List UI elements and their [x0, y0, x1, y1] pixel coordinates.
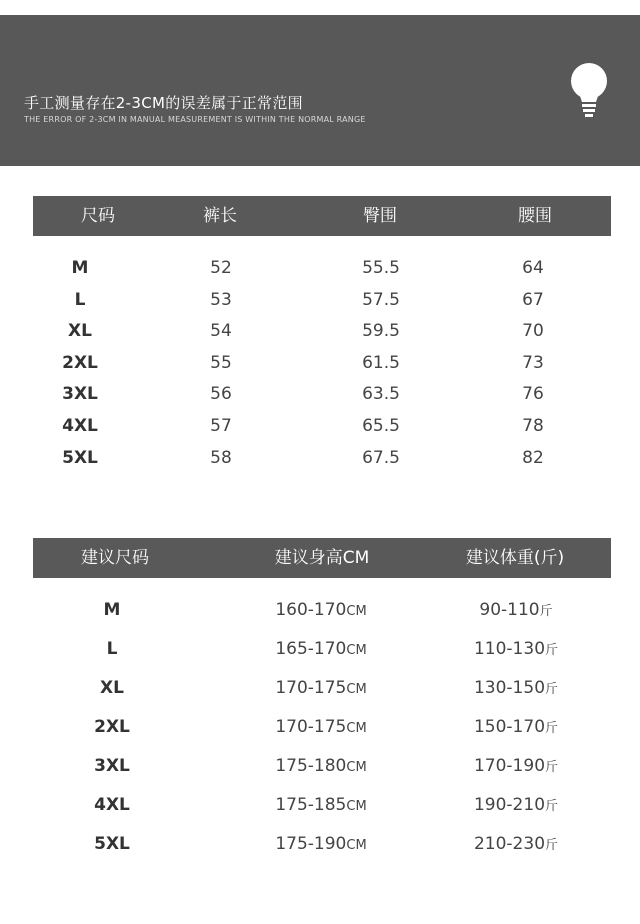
weight-value: 170-190 — [473, 756, 546, 776]
weight-unit: 斤 — [545, 760, 559, 775]
rec-table-header — [33, 538, 611, 578]
rec-size-cell: L — [106, 639, 118, 659]
table-row — [0, 830, 640, 858]
weight-value: 130-150 — [473, 678, 546, 698]
rec-size-cell: XL — [100, 678, 124, 698]
height-unit: CM — [346, 643, 367, 658]
measure-cell: 61.5 — [362, 352, 400, 373]
weight-value: 90-110 — [479, 600, 540, 620]
height-unit: CM — [346, 604, 367, 619]
rec-size-cell: 4XL — [94, 795, 130, 815]
height-value: 175-190 — [275, 834, 347, 854]
table-row — [0, 596, 640, 624]
measure-cell: 56 — [210, 384, 232, 405]
rec-weight-cell — [474, 791, 558, 821]
table-row — [0, 674, 640, 702]
height-value: 170-175 — [275, 717, 347, 737]
header-size: 尺码 — [81, 206, 115, 226]
size-table-header — [33, 196, 611, 236]
rec-height-cell — [275, 674, 366, 704]
height-unit: CM — [346, 760, 367, 775]
measure-cell: 52 — [210, 258, 232, 278]
banner-title: 手工测量存在2-3CM的误差属于正常范围 — [24, 94, 303, 112]
rec-weight-cell — [474, 674, 558, 704]
height-value: 170-175 — [275, 678, 347, 698]
measure-cell: 58 — [210, 447, 232, 468]
weight-unit: 斤 — [539, 604, 553, 619]
table-row — [0, 444, 640, 472]
table-row — [0, 380, 640, 408]
banner — [0, 15, 640, 166]
table-row — [0, 791, 640, 819]
size-cell: 5XL — [62, 447, 98, 468]
measure-cell: 73 — [522, 352, 544, 373]
rec-weight-cell — [474, 752, 558, 782]
table-row — [0, 286, 640, 314]
measure-cell: 78 — [522, 416, 544, 436]
measure-cell: 70 — [522, 321, 544, 342]
measure-cell: 65.5 — [362, 416, 400, 436]
measure-cell: 53 — [210, 289, 232, 310]
table-row — [0, 349, 640, 377]
rec-size-cell: M — [103, 600, 121, 620]
height-unit: CM — [346, 721, 367, 736]
weight-value: 150-170 — [473, 717, 546, 737]
rec-height-cell — [275, 752, 366, 782]
weight-unit: 斤 — [545, 721, 559, 736]
height-value: 175-180 — [275, 756, 347, 776]
rec-size-cell: 3XL — [94, 756, 130, 776]
weight-value: 110-130 — [473, 639, 546, 659]
measure-cell: 55 — [210, 352, 232, 373]
measure-cell: 76 — [522, 384, 544, 405]
rec-height-cell — [275, 713, 366, 743]
table-row — [0, 317, 640, 345]
header-waist: 腰围 — [518, 206, 552, 226]
table-row — [0, 254, 640, 282]
measure-cell: 57 — [210, 416, 232, 436]
measure-cell: 59.5 — [362, 321, 400, 342]
weight-unit: 斤 — [545, 643, 559, 658]
header-pants-length: 裤长 — [203, 206, 237, 226]
height-value: 175-185 — [275, 795, 347, 815]
measure-cell: 54 — [210, 321, 232, 342]
rec-weight-cell — [474, 830, 558, 860]
rec-weight-cell — [479, 596, 552, 626]
measure-cell: 67.5 — [362, 447, 400, 468]
rec-weight-cell — [474, 635, 558, 665]
rec-height-cell — [275, 830, 366, 860]
measure-cell: 57.5 — [362, 289, 400, 310]
height-value: 165-170 — [275, 639, 347, 659]
weight-unit: 斤 — [545, 682, 559, 697]
size-cell: L — [74, 289, 86, 310]
table-row — [0, 635, 640, 663]
height-unit: CM — [346, 799, 367, 814]
table-row — [0, 752, 640, 780]
lightbulb-icon — [568, 62, 610, 120]
weight-value: 210-230 — [473, 834, 546, 854]
header-rec-size: 建议尺码 — [81, 548, 149, 568]
size-cell: XL — [68, 321, 92, 342]
measure-cell: 64 — [522, 258, 544, 278]
rec-weight-cell — [474, 713, 558, 743]
table-row — [0, 412, 640, 440]
rec-height-cell — [275, 596, 366, 626]
rec-height-cell — [275, 635, 366, 665]
rec-size-cell: 2XL — [94, 717, 130, 737]
table-row — [0, 713, 640, 741]
rec-size-cell: 5XL — [94, 834, 130, 854]
banner-subtitle: THE ERROR OF 2-3CM IN MANUAL MEASUREMENT IS WITHIN THE NORMAL RANGE — [24, 115, 366, 124]
height-unit: CM — [346, 682, 367, 697]
size-cell: 4XL — [62, 416, 98, 436]
size-cell: M — [71, 258, 89, 278]
size-cell: 2XL — [62, 352, 98, 373]
weight-unit: 斤 — [545, 799, 559, 814]
header-rec-height: 建议身高CM — [274, 548, 370, 568]
measure-cell: 67 — [522, 289, 544, 310]
height-value: 160-170 — [275, 600, 347, 620]
measure-cell: 63.5 — [362, 384, 400, 405]
header-hip: 臀围 — [363, 206, 397, 226]
header-rec-weight: 建议体重(斤) — [465, 548, 565, 568]
weight-unit: 斤 — [545, 838, 559, 853]
height-unit: CM — [346, 838, 367, 853]
measure-cell: 55.5 — [362, 258, 400, 278]
measure-cell: 82 — [522, 447, 544, 468]
weight-value: 190-210 — [473, 795, 546, 815]
size-cell: 3XL — [62, 384, 98, 405]
rec-height-cell — [275, 791, 366, 821]
